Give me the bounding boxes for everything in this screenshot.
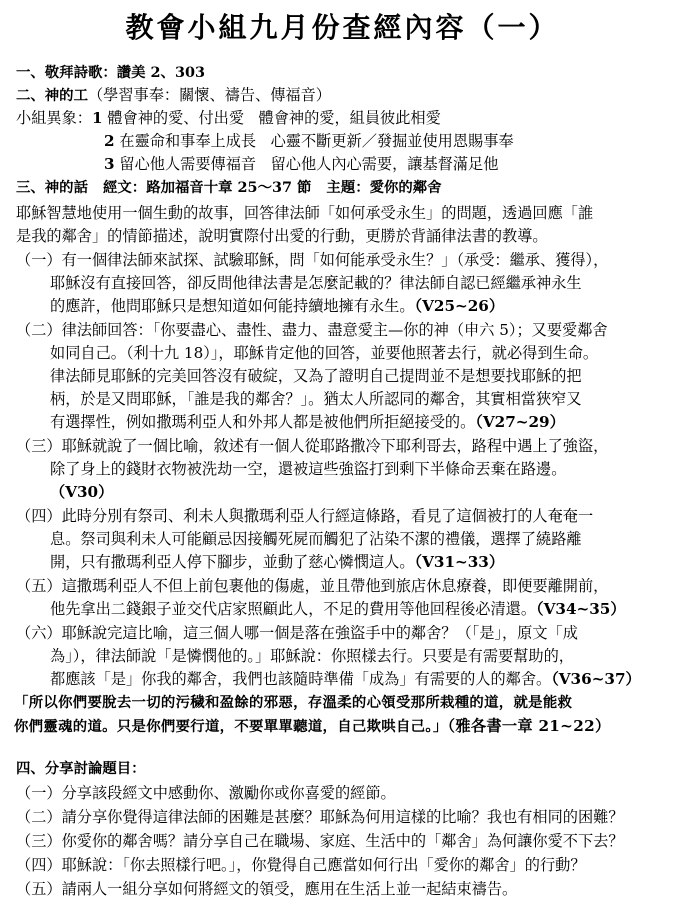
vision-number: 1 [91,109,103,127]
point-1 [16,249,676,271]
vision-item-text: 在靈命和事奉上成長 [119,132,257,150]
vision-number: 3 [104,155,115,173]
point-line: 為」），律法師說「是憐憫他的。」耶穌說：你照樣去行。只要是有需要幫助的， [50,647,574,665]
point-line: 他先拿出二錢銀子並交代店家照顧此人，不足的費用等他回程後必清還。 [50,600,536,618]
point-line: 律法師回答：「你要盡心、盡性、盡力、盡意愛主—你的神（申六 5）；又要愛鄰舍 [61,321,608,339]
vision-label: 小組異象： [16,109,92,127]
point-6 [16,622,676,644]
discussion-question: （二）請分享你覺得這律法師的困難是甚麼？耶穌為何用這樣的比喻？我也有相同的困難？ [16,808,624,826]
discussion-question: （四）耶穌說：「你去照樣行吧。」，你覺得自己應當如何行出「愛你的鄰舍」的行動？ [16,856,586,874]
vision-row-1 [16,107,676,129]
point-4-last-line [50,551,676,573]
point-line: 這撒瑪利亞人不但上前包裹他的傷處，並且帶他到旅店休息療養，即便要離開前， [61,577,609,595]
point-1-last-line [50,295,676,317]
point-marker: （三） [16,437,62,455]
point-marker: （四） [16,507,62,525]
discussion-question: （一）分享該段經文中感動你、激勵你或你喜愛的經節。 [16,784,396,802]
vision-row-2 [104,130,676,152]
section-gods-word-label: 三、神的話 [16,179,88,196]
point-marker: （二） [16,321,62,339]
section-discussion-label: 四、分享討論題目： [16,760,146,777]
point-5-last-line [50,598,676,620]
scripture-quote-line: 「所以你們要脫去一切的污穢和盈餘的邪惡，存溫柔的心領受那所栽種的道，就是能救 [14,694,573,711]
verse-reference: （V31~33） [414,553,505,571]
section-worship [16,62,676,84]
point-6-last-line [50,668,676,690]
point-line: 耶穌就說了一個比喻，敘述有一個人從耶路撒冷下耶利哥去，路程中遇上了強盜， [61,437,609,455]
point-line: 此時分別有祭司、利未人與撒瑪利亞人行經這條路，看見了這個被打的人奄奄一 [61,507,594,525]
point-marker: （一） [16,251,62,269]
verse-reference: （V34~35） [536,600,626,618]
section-gods-work-label: 二、神的工 [16,87,88,104]
intro-line: 耶穌智慧地使用一個生動的故事，回答律法師「如何承受永生」的問題，透過回應「誰 [16,204,594,222]
point-3 [16,435,676,457]
scripture-label: 經文： [103,179,147,196]
discussion-question: （五）請兩人一組分享如何將經文的領受，應用在生活上並一起結束禱告。 [16,880,518,898]
point-line: 除了身上的錢財衣物被洗劫一空，還被這些強盜打到剩下半條命丟棄在路邊。 [50,460,567,478]
section-gods-work-rest: （學習事奉：關懷、禱告、傳福音） [87,86,331,104]
section-worship-label: 一、敬拜詩歌： [16,64,117,81]
vision-item-text: 體會神的愛、付出愛 [107,109,245,127]
vision-item-detail: 心靈不斷更新／發掘並使用恩賜事奉 [270,132,514,150]
point-line: 的應許，他問耶穌只是想知道如何能持續地擁有永生。 [50,297,415,315]
quote-reference: （雅各書一章 21~22） [447,717,611,735]
theme-label: 主題： [326,179,370,196]
point-line: 息。祭司與利未人可能顧忌因接觸死屍而觸犯了沾染不潔的禮儀，選擇了繞路離 [50,530,582,548]
verse-reference: （V36~37） [551,670,641,688]
verse-reference: （V30） [50,483,114,501]
point-line: 耶穌沒有直接回答，卻反問他律法書是怎麼記載的？律法師自認已經繼承神永生 [50,274,582,292]
page-title: 教會小組九月份查經內容（一） [125,11,560,44]
discussion-question: （三）你愛你的鄰舍嗎？請分享自己在職場、家庭、生活中的「鄰舍」為何讓你愛不下去？ [16,832,624,850]
vision-row-3 [104,153,676,175]
point-line: 開，只有撒瑪利亞人停下腳步，並動了慈心憐憫這人。 [50,553,415,571]
point-2-last-line [50,411,676,433]
theme-value: 愛你的鄰舍 [369,179,442,196]
verse-reference: （V27~29） [475,413,565,431]
vision-item-detail: 留心他人內心需要，讓基督滿足他 [270,155,499,173]
point-line: 柄，於是又問耶穌，「誰是我的鄰舍？」。猶太人所認同的鄰舍，其實相當狹窄又 [50,390,582,408]
point-line: 有選擇性，例如撒瑪利亞人和外邦人都是被他們所拒絕接受的。 [50,413,476,431]
section-worship-value: 讚美 2、303 [116,64,205,81]
vision-number: 2 [104,132,115,150]
verse-reference: （V25~26） [414,297,505,315]
point-line: 有一個律法師來試探、試驗耶穌，問「如何能承受永生？」（承受：繼承、獲得）， [61,251,609,269]
point-marker: （五） [16,577,62,595]
point-line: 律法師見耶穌的完美回答沒有破綻，又為了證明自己提問並不是想要找耶穌的把 [50,367,582,385]
scripture-quote-line: 你們靈魂的道。只是你們要行道，不要單單聽道，自己欺哄自己。」 [14,718,448,735]
point-line: 耶穌說完這比喻，這三個人哪一個是落在強盜手中的鄰舍？（「是」，原文「成 [61,624,578,642]
point-2 [16,319,676,341]
scripture-quote-last-line [14,715,674,738]
point-marker: （六） [16,624,62,642]
point-line: 都應該「是」你我的鄰舍，我們也該隨時準備「成為」有需要的人的鄰舍。 [50,670,552,688]
vision-item-detail: 體會神的愛，組員彼此相愛 [258,109,441,127]
section-gods-word [16,177,676,199]
point-5 [16,575,676,597]
vision-item-text: 留心他人需要傳福音 [119,155,257,173]
section-gods-work [16,84,676,107]
intro-line: 是我的鄰舍」的情節描述，說明實際付出愛的行動，更勝於背誦律法書的教導。 [16,227,548,245]
point-4 [16,505,676,527]
point-line: 如同自己。（利十九 18）」，耶穌肯定他的回答，並要他照著去行，就必得到生命。 [50,344,599,362]
scripture-reference: 路加福音十章 25～37 節 [146,179,312,196]
